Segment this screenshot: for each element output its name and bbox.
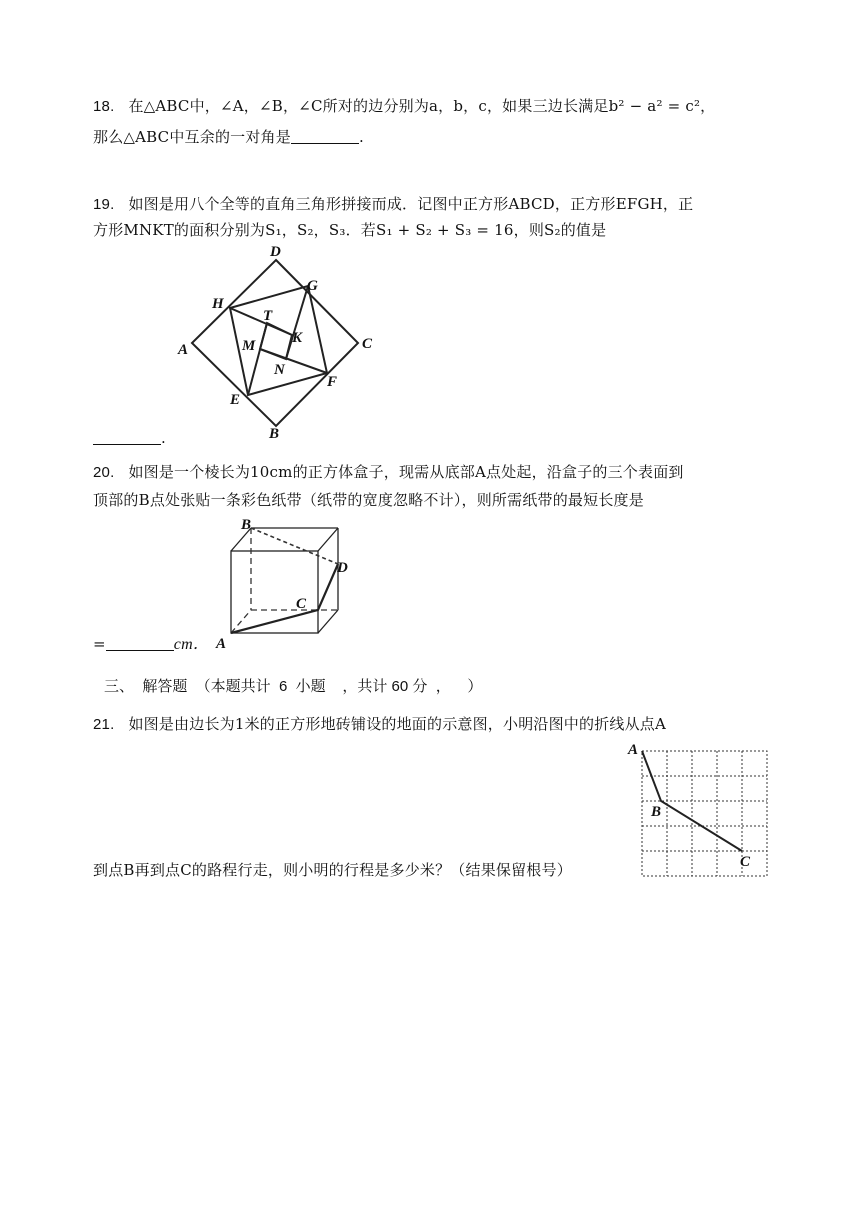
q19-label-M: M bbox=[242, 338, 256, 354]
q19-answer-blank[interactable] bbox=[93, 430, 161, 445]
q19-label-T: T bbox=[263, 308, 273, 324]
q19-answer-line bbox=[93, 428, 166, 448]
q18-number: 18. bbox=[93, 98, 115, 115]
q20-answer-line bbox=[93, 634, 209, 655]
q21-label-A: A bbox=[628, 742, 639, 758]
q18-line1 bbox=[93, 96, 715, 117]
q20-number: 20. bbox=[93, 464, 115, 481]
q20-text-line1: 如图是一个棱长为10cm的正方体盒子，现需从底部A点处起，沿盒子的三个表面到 bbox=[128, 463, 684, 481]
q19-period: . bbox=[161, 429, 166, 447]
ribbon-path bbox=[231, 564, 338, 633]
q20-figure bbox=[214, 514, 364, 654]
q21-grid-figure bbox=[624, 738, 774, 880]
q19-label-G: G bbox=[307, 278, 318, 294]
q18-text-line1: 在△ABC中，∠A，∠B，∠C所对的边分别为a，b，c，如果三边长满足b² − a² = c²， bbox=[128, 97, 716, 115]
q21-line2 bbox=[93, 860, 572, 880]
q20-unit: cm． bbox=[173, 636, 210, 653]
q21-text-line1: 如图是由边长为1米的正方形地砖铺设的地面的示意图，小明沿图中的折线从点A bbox=[128, 715, 667, 733]
q18-period: . bbox=[358, 128, 364, 146]
q20-line2 bbox=[93, 490, 644, 510]
q20-line1 bbox=[93, 462, 684, 483]
q19-number: 19. bbox=[93, 196, 115, 213]
q21-line1 bbox=[93, 714, 666, 735]
q21-label-C: C bbox=[740, 854, 751, 870]
q19-label-B: B bbox=[269, 426, 280, 442]
q20-label-C: C bbox=[296, 596, 307, 612]
q18-text-line2: 那么△ABC中互余的一对角是 bbox=[93, 128, 291, 146]
q19-figure bbox=[170, 238, 390, 443]
q19-label-E: E bbox=[230, 392, 241, 408]
q19-text-line1: 如图是用八个全等的直角三角形拼接而成．记图中正方形ABCD，正方形EFGH，正 bbox=[128, 195, 694, 213]
q19-line2 bbox=[93, 220, 606, 240]
q18-line2 bbox=[93, 127, 364, 147]
q19-label-A: A bbox=[178, 342, 189, 358]
q19-label-F: F bbox=[327, 374, 338, 390]
q20-equals: = bbox=[93, 635, 106, 653]
q19-line1 bbox=[93, 194, 693, 215]
q19-text-line2: 方形MNKT的面积分别为S₁，S₂，S₃．若S₁ + S₂ + S₃ = 16，则S₂的值是 bbox=[93, 221, 607, 239]
q20-label-A: A bbox=[216, 636, 227, 652]
q21-number: 21. bbox=[93, 716, 115, 733]
q19-label-K: K bbox=[292, 330, 303, 346]
q19-label-C: C bbox=[362, 336, 373, 352]
square-abcd bbox=[192, 260, 358, 426]
section-heading: 三、 解答题 （本题共计 6 小题 ，共计 60 分 ， ） bbox=[104, 678, 483, 695]
q20-text-line2: 顶部的B点处张贴一条彩色纸带（纸带的宽度忽略不计），则所需纸带的最短长度是 bbox=[93, 491, 644, 509]
q21-label-B: B bbox=[651, 804, 662, 820]
q19-label-N: N bbox=[274, 362, 285, 378]
q18-answer-blank[interactable] bbox=[291, 129, 359, 144]
q21-text-line2: 到点B再到点C的路程行走，则小明的行程是多少米？（结果保留根号） bbox=[93, 861, 572, 879]
q19-label-H: H bbox=[212, 296, 224, 312]
q20-label-D: D bbox=[337, 560, 348, 576]
q20-label-B: B bbox=[241, 517, 252, 533]
q19-label-D: D bbox=[270, 244, 281, 260]
q20-answer-blank[interactable] bbox=[106, 636, 174, 651]
